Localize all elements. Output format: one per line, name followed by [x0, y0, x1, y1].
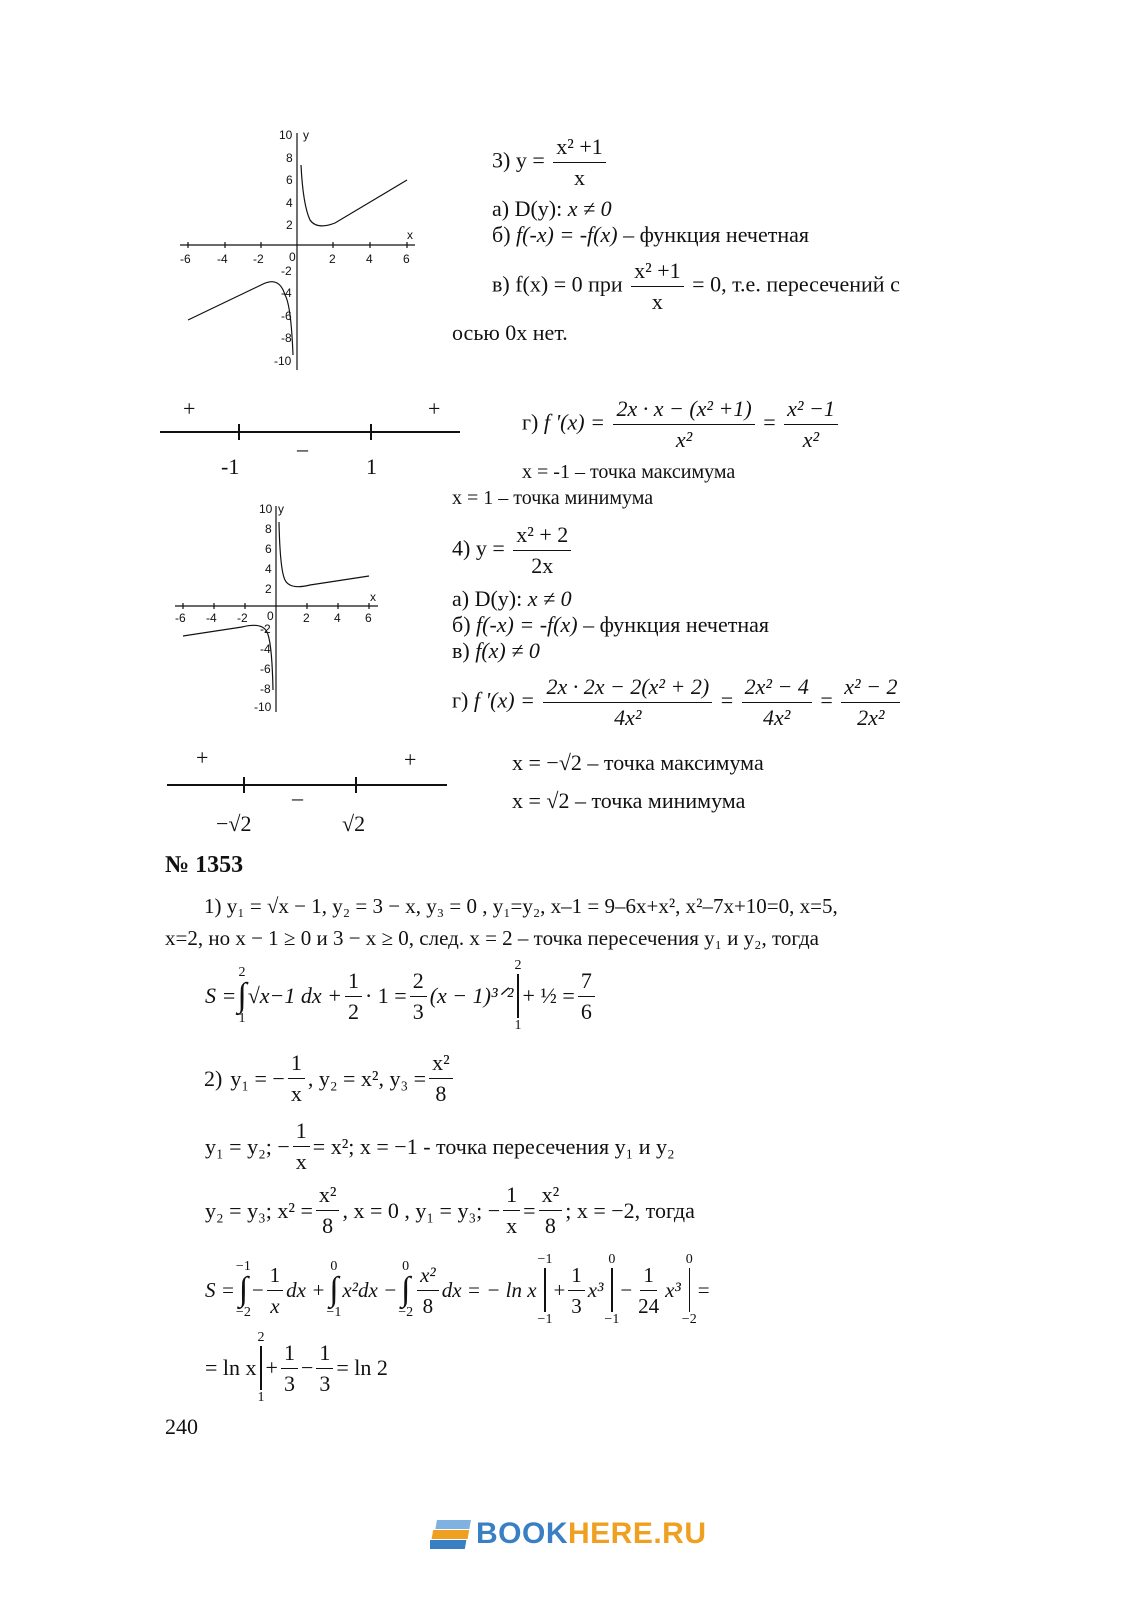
y-axis-label: y: [303, 128, 309, 142]
denominator: x: [574, 165, 585, 190]
y-tick: -6: [260, 662, 271, 676]
page-number: 240: [165, 1414, 198, 1439]
integrand: √x−1 dx +: [247, 983, 342, 1008]
sign-chart-1: [155, 392, 465, 482]
fraction: [293, 1118, 310, 1175]
text: ; x = −2, тогда: [565, 1197, 695, 1223]
fraction: [345, 968, 362, 1025]
bookhere-logo[interactable]: [430, 1514, 707, 1554]
text: – функция нечетная: [583, 612, 770, 637]
math: f(x) ≠ 0: [475, 638, 540, 663]
value: x ≠ 0: [567, 196, 612, 221]
item4-a: [452, 586, 572, 612]
denominator: 2: [347, 998, 359, 1024]
y-tick: 4: [286, 196, 293, 210]
p1-line1: 1) y₁ = √x − 1, y₂ = 3 − x, y₃ = 0 , y₁=y₂, x–1 = 9–6x+x², x²–7x+10=0, x=5,: [204, 894, 838, 918]
item3-b: [492, 222, 809, 248]
y-tick: 10: [279, 128, 293, 142]
y-tick: -10: [274, 354, 292, 368]
lhs: y =: [475, 535, 505, 561]
lhs: y =: [515, 147, 545, 173]
text: x³: [665, 1278, 681, 1302]
logo-text-part: HERE.RU: [568, 1517, 707, 1550]
y-tick: -4: [260, 642, 271, 656]
y-axis-label: y: [278, 502, 284, 516]
upper-limit: 0: [608, 1252, 616, 1267]
text: , x = 0 , y₁ = y₃; −: [342, 1197, 501, 1223]
fraction: [429, 1050, 453, 1107]
area-symbol: S =: [205, 1278, 235, 1302]
numerator: x²: [539, 1182, 563, 1211]
p2-final: [205, 1330, 388, 1406]
evaluation-bar: [538, 1252, 553, 1328]
logo-text-part: BOOK: [476, 1517, 568, 1550]
text: −: [300, 1355, 314, 1380]
label: а) D(y):: [492, 196, 563, 221]
origin-label: 0: [267, 609, 274, 623]
text: dx = − ln x: [441, 1278, 537, 1302]
evaluation-bar: [515, 958, 522, 1034]
hyperbola-branch-right: [301, 165, 407, 226]
x-tick: -2: [237, 611, 248, 625]
area-symbol: S =: [205, 983, 237, 1008]
numerator: x²: [429, 1050, 453, 1079]
label: г): [522, 409, 539, 435]
math: f(-x) = -f(x): [516, 222, 618, 247]
fraction: [503, 1182, 520, 1239]
hyperbola-branch-right: [279, 522, 369, 587]
item3-min: x = 1 – точка минимума: [452, 487, 654, 509]
upper-limit: 0: [402, 1259, 410, 1274]
sign-chart-2: [162, 745, 452, 840]
y-tick: 8: [286, 151, 293, 165]
sign-plus: +: [196, 745, 209, 770]
books-icon: [430, 1514, 476, 1554]
lower-limit: −2: [235, 1305, 251, 1320]
fraction: [316, 1182, 340, 1239]
y-tick: -10: [254, 700, 272, 714]
label: б): [492, 222, 511, 247]
y-tick: -6: [281, 309, 292, 323]
y-tick: -8: [281, 331, 292, 345]
x-tick: -2: [253, 252, 264, 266]
sign-plus: +: [428, 396, 441, 421]
evaluation-bar: [604, 1252, 619, 1328]
x-tick: -4: [206, 611, 217, 625]
label: в): [492, 271, 510, 297]
hyperbola-branch-left: [188, 282, 293, 355]
p2-line1: [204, 1050, 456, 1107]
numerator: x² −1: [784, 396, 838, 425]
numerator: 1: [288, 1050, 305, 1079]
y-tick: -4: [281, 286, 292, 300]
x-tick: -6: [180, 252, 191, 266]
upper-limit: 0: [685, 1252, 693, 1267]
lower-limit: −1: [326, 1305, 342, 1320]
fraction: [539, 1182, 563, 1239]
denominator: x: [295, 1149, 307, 1174]
item3-d: [522, 396, 841, 453]
denominator: x: [651, 289, 663, 314]
text: = x²; x = −1 - точка пересечения y₁ и y₂: [312, 1133, 675, 1159]
evaluation-bar: [682, 1252, 697, 1328]
item3-formula: [492, 134, 609, 191]
p2-line2: [205, 1118, 675, 1175]
critical-point: √2: [342, 811, 366, 836]
item-label: 2): [204, 1065, 223, 1091]
y-tick: -2: [281, 264, 292, 278]
integral-sign: 0 ∫ −1: [326, 1259, 342, 1320]
numerator: 1: [640, 1262, 657, 1291]
numerator: 1: [267, 1262, 284, 1291]
text: = ln x: [205, 1355, 257, 1380]
p1-integral: [205, 958, 598, 1034]
fraction: [841, 674, 900, 731]
item4-max: x = −√2 – точка максимума: [512, 750, 764, 775]
numerator: x²: [316, 1182, 340, 1211]
graph-2: [170, 500, 390, 720]
item4-c: [452, 638, 540, 664]
denominator: 3: [571, 1293, 582, 1318]
integral-sign: 2 ∫ 1: [237, 965, 247, 1026]
critical-point: -1: [221, 454, 240, 479]
item4-min: x = √2 – точка минимума: [512, 788, 746, 813]
item4-d: [452, 674, 903, 731]
numerator: 7: [578, 968, 595, 997]
eq: =: [720, 687, 734, 713]
denominator: x: [270, 1293, 280, 1318]
fraction: [631, 258, 684, 315]
y-tick: 4: [265, 562, 272, 576]
item4-b: [452, 612, 769, 638]
upper-limit: −1: [235, 1259, 251, 1274]
upper-limit: 2: [257, 1330, 265, 1345]
label: г): [452, 687, 469, 713]
text: −: [620, 1278, 633, 1302]
lower-limit: 1: [514, 1018, 522, 1033]
label: а) D(y):: [452, 586, 523, 611]
integral-sign: 0 ∫ −2: [398, 1259, 414, 1320]
fraction: [543, 674, 712, 731]
denominator: 3: [412, 998, 424, 1024]
label: в): [452, 638, 470, 663]
denominator: 8: [422, 1293, 434, 1318]
item-label: 3): [492, 147, 511, 173]
y-tick: 10: [259, 502, 273, 516]
lower-limit: 1: [257, 1390, 265, 1405]
x-tick: -4: [217, 252, 228, 266]
integral-sign: −1 ∫ −2: [235, 1259, 251, 1320]
numerator: x² +1: [553, 134, 606, 163]
denominator: x: [290, 1081, 302, 1106]
denominator: x²: [675, 427, 693, 452]
fraction: [635, 1262, 662, 1319]
item-label: 4): [452, 535, 471, 561]
denominator: 6: [580, 998, 592, 1024]
denominator: 2x²: [857, 705, 885, 730]
lhs: f '(x) =: [543, 409, 605, 435]
text: – функция нечетная: [623, 222, 810, 247]
text: =: [523, 1197, 536, 1223]
p2-line3: [205, 1182, 695, 1239]
numerator: 1: [345, 968, 362, 997]
numerator: x² + 2: [513, 522, 571, 551]
fraction: [553, 134, 606, 191]
problem-number: № 1353: [165, 852, 244, 878]
item3-c: [492, 258, 900, 315]
eq: =: [820, 687, 833, 713]
fraction: [267, 1262, 284, 1319]
x-tick: -6: [175, 611, 186, 625]
denominator: 8: [544, 1213, 556, 1238]
denominator: x²: [802, 427, 820, 452]
fraction: [281, 1340, 298, 1397]
y-tick: 8: [265, 522, 272, 536]
lower-limit: −2: [681, 1312, 697, 1327]
numerator: 1: [503, 1182, 520, 1211]
numerator: 2x² − 4: [742, 674, 812, 703]
x-tick: 6: [403, 252, 410, 266]
sign-minus: –: [297, 436, 308, 461]
lhs: f '(x) =: [473, 687, 535, 713]
math: f(x) = 0 при: [515, 271, 623, 297]
fraction: [568, 1262, 585, 1319]
lower-limit: −1: [537, 1312, 553, 1327]
numerator: 1: [316, 1340, 333, 1369]
x-tick: 2: [303, 611, 310, 625]
text: −: [251, 1278, 264, 1302]
text: y₁ = y₂; −: [205, 1133, 290, 1159]
value: x ≠ 0: [527, 586, 572, 611]
x-tick: 6: [365, 611, 372, 625]
numerator: 1: [568, 1262, 585, 1291]
upper-limit: −1: [537, 1252, 553, 1267]
item3-a: [492, 196, 612, 222]
upper-limit: 2: [514, 958, 522, 973]
denominator: 3: [319, 1370, 331, 1396]
critical-point: −√2: [216, 811, 252, 836]
fraction: [288, 1050, 305, 1107]
p1-line2: x=2, но x − 1 ≥ 0 и 3 − x ≥ 0, след. x = 2 – точка пересечения y₁ и y₂, тогда: [165, 926, 819, 950]
fraction: [613, 396, 754, 453]
text: +: [553, 1278, 566, 1302]
y-tick: 6: [265, 542, 272, 556]
power-term: (x − 1)³ᐟ²: [429, 983, 514, 1008]
numerator: x² +1: [631, 258, 684, 287]
text: = ln 2: [336, 1355, 388, 1380]
text: dx +: [286, 1278, 326, 1302]
sign-minus: –: [292, 785, 303, 810]
fraction: [784, 396, 838, 453]
denominator: 4x²: [614, 705, 642, 730]
fraction: [410, 968, 427, 1025]
text: + ½ =: [522, 983, 575, 1008]
denominator: 8: [322, 1213, 334, 1238]
lower-limit: −1: [604, 1312, 620, 1327]
denominator: 2x: [531, 553, 554, 578]
x-tick: 4: [366, 252, 373, 266]
numerator: x²: [417, 1262, 439, 1291]
graph-1: [175, 125, 425, 375]
denominator: 4x²: [763, 705, 791, 730]
text: +: [265, 1355, 278, 1380]
text: y₁ = −: [230, 1065, 285, 1091]
text: т.е. пересечений с: [732, 271, 900, 297]
denominator: 3: [283, 1370, 295, 1396]
logo-text: [476, 1517, 707, 1551]
text: , y₂ = x², y₃ =: [307, 1065, 427, 1091]
critical-point: 1: [366, 454, 377, 479]
numerator: 2x · x − (x² +1): [613, 396, 754, 425]
x-axis-label: x: [370, 590, 376, 604]
upper-limit: 0: [330, 1259, 338, 1274]
item4-formula: [452, 522, 574, 579]
text: y₂ = y₃; x² =: [205, 1197, 313, 1223]
origin-label: 0: [289, 250, 296, 264]
eq: = 0,: [692, 271, 727, 297]
eq: =: [763, 409, 776, 435]
math: f(-x) = -f(x): [476, 612, 578, 637]
upper-limit: 2: [238, 965, 246, 980]
x-tick: 4: [334, 611, 341, 625]
numerator: 2: [410, 968, 427, 997]
fraction: [742, 674, 812, 731]
fraction: [513, 522, 571, 579]
fraction: [578, 968, 595, 1025]
fraction: [417, 1262, 439, 1319]
sign-plus: +: [183, 396, 196, 421]
lower-limit: 1: [238, 1011, 246, 1026]
numerator: 1: [281, 1340, 298, 1369]
text: · 1 =: [364, 983, 407, 1008]
y-tick: 2: [265, 582, 272, 596]
text: x²dx −: [342, 1278, 398, 1302]
denominator: x: [506, 1213, 518, 1238]
denominator: 8: [435, 1081, 447, 1106]
text: =: [697, 1278, 710, 1302]
x-axis-label: x: [407, 228, 413, 242]
item3-max: x = -1 – точка максимума: [522, 461, 736, 483]
x-tick: 2: [329, 252, 336, 266]
y-tick: 6: [286, 173, 293, 187]
y-tick: 2: [286, 218, 293, 232]
label: б): [452, 612, 471, 637]
y-tick: -8: [260, 682, 271, 696]
lower-limit: −2: [398, 1305, 414, 1320]
y-tick: -2: [260, 622, 271, 636]
evaluation-bar: [258, 1330, 265, 1406]
fraction: [316, 1340, 333, 1397]
text: x³: [587, 1278, 604, 1302]
numerator: 2x · 2x − 2(x² + 2): [543, 674, 712, 703]
numerator: x² − 2: [841, 674, 900, 703]
numerator: 1: [293, 1118, 310, 1147]
sign-plus: +: [404, 747, 417, 772]
denominator: 24: [638, 1293, 660, 1318]
p2-integral: [205, 1252, 710, 1328]
item3-c-continued: осью 0x нет.: [452, 320, 568, 345]
